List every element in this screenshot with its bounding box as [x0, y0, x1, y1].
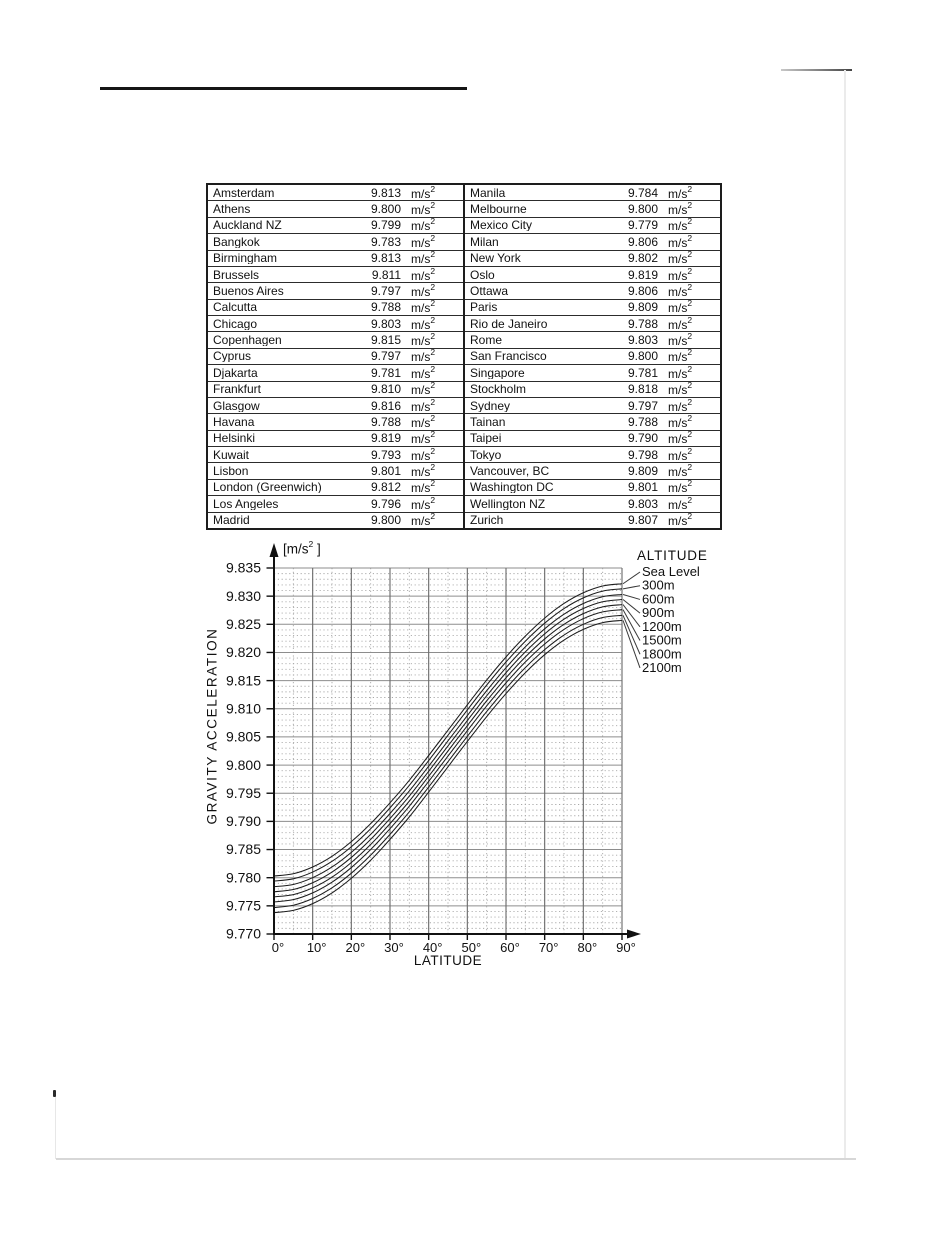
- gravity-value: 9.806: [627, 283, 658, 298]
- table-row: [208, 300, 463, 316]
- gravity-value: 9.819: [627, 267, 658, 282]
- table-row: [208, 496, 463, 512]
- city-name: London (Greenwich): [213, 481, 322, 494]
- table-row: [465, 480, 720, 496]
- gravity-value: 9.809: [627, 464, 658, 479]
- y-tick-label: 9.785: [225, 841, 261, 858]
- x-tick-label: 40°: [422, 940, 443, 955]
- city-name: Frankfurt: [213, 383, 262, 396]
- gravity-value: 9.781: [627, 365, 658, 380]
- gravity-value: 9.811: [371, 267, 401, 282]
- gravity-value: 9.783: [370, 234, 401, 249]
- unit-label: $m/s^2$: [668, 281, 693, 299]
- gravity-value: 9.793: [370, 447, 401, 462]
- y-tick-label: 9.810: [225, 700, 261, 717]
- legend-label: 1500m: [642, 632, 682, 648]
- legend-leader-line: [623, 586, 640, 589]
- unit-label: $m/s^2$: [668, 478, 693, 496]
- gravity-value: 9.796: [370, 496, 401, 511]
- city-name: Djakarta: [213, 366, 258, 379]
- table-row: [465, 447, 720, 463]
- gravity-value: 9.781: [370, 365, 401, 380]
- city-name: Ottawa: [470, 284, 509, 297]
- city-name: Lisbon: [213, 465, 249, 478]
- scan-speck: [53, 1090, 56, 1097]
- table-row: [465, 201, 720, 217]
- unit-label: $m/s^2$: [668, 494, 693, 512]
- scan-left-page-edge: [55, 1096, 56, 1159]
- table-right-column-group: [463, 185, 720, 528]
- table-row: [208, 234, 463, 250]
- unit-label: $m/s^2$: [668, 265, 693, 283]
- city-name: Glasgow: [213, 399, 260, 412]
- unit-label: $m/s^2$: [668, 200, 693, 218]
- table-row: [465, 267, 720, 283]
- table-row: [465, 185, 720, 201]
- unit-label: $m/s^2$: [668, 331, 693, 349]
- unit-label: $m/s^2$: [411, 412, 436, 430]
- unit-label: $m/s^2$: [668, 183, 693, 201]
- city-name: Brussels: [213, 268, 260, 281]
- table-row: [208, 218, 463, 234]
- gravity-value: 9.819: [370, 431, 401, 446]
- city-gravity-table: [206, 183, 722, 530]
- x-tick-label: 70°: [538, 940, 559, 955]
- unit-label: $m/s^2$: [411, 200, 436, 218]
- legend-leader-line: [623, 605, 640, 627]
- gravity-value: 9.779: [627, 218, 658, 233]
- table-row: [208, 463, 463, 479]
- y-tick-label: 9.770: [225, 925, 261, 942]
- unit-label: $m/s^2$: [668, 429, 693, 447]
- x-tick-label: 0°: [271, 940, 285, 955]
- gravity-value: 9.816: [370, 398, 401, 413]
- gravity-value: 9.790: [627, 431, 658, 446]
- x-tick-label: 60°: [500, 940, 520, 955]
- city-name: Mexico City: [470, 219, 533, 232]
- gravity-value: 9.802: [627, 251, 658, 266]
- unit-label: $m/s^2$: [411, 249, 436, 267]
- city-name: Cyprus: [213, 350, 252, 363]
- table-row: [208, 513, 463, 528]
- altitude-curve-600m: [274, 594, 622, 886]
- unit-label: $m/s^2$: [668, 363, 693, 381]
- unit-label: $m/s^2$: [668, 462, 693, 480]
- table-row: [208, 414, 463, 430]
- gravity-value: 9.806: [627, 234, 658, 249]
- gravity-value: 9.788: [370, 414, 401, 429]
- unit-label: $m/s^2$: [668, 232, 693, 250]
- x-tick-label: 20°: [345, 940, 366, 955]
- city-name: Oslo: [470, 268, 495, 281]
- unit-label: $m/s^2$: [411, 511, 436, 529]
- unit-label: $m/s^2$: [668, 396, 693, 414]
- gravity-value: 9.800: [370, 513, 401, 528]
- gravity-value: 9.813: [370, 251, 401, 266]
- table-row: [465, 218, 720, 234]
- gravity-value: 9.788: [627, 414, 658, 429]
- gravity-value: 9.797: [370, 349, 401, 364]
- city-name: Singapore: [470, 366, 525, 379]
- y-axis-unit-prefix: [m/s: [283, 541, 309, 557]
- city-name: Birmingham: [213, 252, 278, 265]
- table-row: [208, 365, 463, 381]
- unit-label: $m/s^2$: [668, 445, 693, 463]
- city-name: Havana: [213, 415, 255, 428]
- gravity-value: 9.812: [370, 480, 401, 495]
- gravity-value: 9.809: [627, 300, 658, 315]
- table-row: [465, 251, 720, 267]
- city-name: Tainan: [470, 415, 506, 428]
- gravity-value: 9.800: [627, 202, 658, 217]
- unit-label: $m/s^2$: [411, 462, 436, 480]
- legend-title: ALTITUDE: [637, 548, 708, 563]
- gravity-value: 9.801: [370, 464, 401, 479]
- gravity-value: 9.818: [627, 382, 658, 397]
- unit-label: $m/s^2$: [668, 347, 693, 365]
- unit-label: $m/s^2$: [668, 511, 693, 529]
- unit-label: $m/s^2$: [668, 249, 693, 267]
- y-tick-label: 9.800: [225, 756, 261, 773]
- y-tick-label: 9.775: [225, 897, 261, 914]
- city-name: San Francisco: [470, 350, 547, 363]
- gravity-value: 9.803: [627, 496, 658, 511]
- city-name: Wellington NZ: [470, 497, 546, 510]
- gravity-value: 9.788: [370, 300, 401, 315]
- x-tick-label: 10°: [306, 940, 327, 955]
- gravity-value: 9.784: [627, 185, 658, 200]
- table-row: [208, 349, 463, 365]
- city-name: Chicago: [213, 317, 258, 330]
- gravity-latitude-chart: [190, 538, 735, 988]
- y-tick-label: 9.830: [225, 587, 261, 604]
- unit-label: $m/s^2$: [668, 298, 693, 316]
- table-row: [465, 349, 720, 365]
- table-row: [465, 496, 720, 512]
- city-name: Amsterdam: [213, 186, 275, 199]
- legend-label: 1800m: [642, 646, 682, 662]
- table-row: [208, 201, 463, 217]
- legend-label: Sea Level: [642, 564, 700, 579]
- table-row: [465, 365, 720, 381]
- legend-leader-line: [623, 572, 640, 584]
- altitude-curve-1800m: [274, 615, 622, 907]
- x-tick-label: 90°: [616, 940, 636, 955]
- table-row: [465, 316, 720, 332]
- altitude-curve-1500m: [274, 610, 622, 902]
- gravity-value: 9.803: [370, 316, 401, 331]
- table-row: [208, 251, 463, 267]
- city-name: Washington DC: [470, 481, 554, 494]
- y-tick-label: 9.790: [225, 813, 261, 830]
- table-row: [208, 447, 463, 463]
- table-row: [465, 513, 720, 528]
- y-tick-label: 9.835: [225, 559, 261, 576]
- city-name: Sydney: [470, 399, 511, 412]
- y-tick-label: 9.815: [225, 672, 261, 689]
- unit-label: $m/s^2$: [668, 412, 693, 430]
- unit-label: $m/s^2$: [411, 396, 436, 414]
- x-tick-label: 30°: [384, 940, 404, 955]
- table-row: [465, 431, 720, 447]
- unit-label: $m/s^2$: [411, 216, 436, 234]
- y-axis-unit-label: [283, 540, 321, 557]
- city-name: Helsinki: [213, 432, 256, 445]
- city-name: Zurich: [470, 514, 504, 527]
- scan-top-right-edge-line: [781, 69, 852, 71]
- city-name: Taipei: [470, 432, 502, 445]
- unit-label: $m/s^2$: [411, 494, 436, 512]
- city-name: Vancouver, BC: [470, 465, 550, 478]
- x-tick-label: 80°: [577, 940, 598, 955]
- legend-label: 1200m: [642, 618, 682, 634]
- table-row: [465, 398, 720, 414]
- x-axis-title: LATITUDE: [413, 953, 483, 968]
- gravity-value: 9.803: [627, 333, 658, 348]
- gravity-value: 9.788: [627, 316, 658, 331]
- table-row: [465, 463, 720, 479]
- unit-label: $m/s^2$: [411, 363, 436, 381]
- unit-label: $m/s^2$: [411, 183, 436, 201]
- gravity-value: 9.798: [627, 447, 658, 462]
- table-row: [208, 431, 463, 447]
- legend-label: 300m: [642, 577, 675, 593]
- y-axis-arrowhead: [270, 543, 279, 557]
- legend-leader-line: [623, 620, 640, 668]
- gravity-value: 9.800: [627, 349, 658, 364]
- gravity-value: 9.807: [627, 513, 658, 528]
- city-name: Rome: [470, 334, 503, 347]
- table-row: [465, 300, 720, 316]
- unit-label: $m/s^2$: [411, 232, 436, 250]
- x-axis-arrowhead: [627, 930, 641, 939]
- gravity-value: 9.813: [370, 185, 401, 200]
- legend-leader-line: [623, 615, 640, 654]
- table-row: [465, 332, 720, 348]
- unit-label: $m/s^2$: [411, 380, 436, 398]
- table-row: [208, 185, 463, 201]
- city-name: Buenos Aires: [213, 284, 284, 297]
- table-row: [208, 283, 463, 299]
- unit-label: $m/s^2$: [411, 331, 436, 349]
- city-name: Milan: [470, 235, 499, 248]
- unit-label: $m/s^2$: [411, 314, 436, 332]
- city-name: Madrid: [213, 514, 250, 527]
- x-tick-label: 50°: [461, 940, 482, 955]
- scan-top-rule-line: [100, 87, 467, 90]
- gravity-value: 9.799: [370, 218, 401, 233]
- table-row: [465, 234, 720, 250]
- table-row: [208, 382, 463, 398]
- table-row: [208, 398, 463, 414]
- legend-label: 900m: [642, 605, 675, 621]
- table-row: [208, 480, 463, 496]
- city-name: Tokyo: [470, 448, 502, 461]
- y-tick-label: 9.805: [225, 728, 261, 745]
- gravity-value: 9.801: [627, 480, 658, 495]
- city-name: Stockholm: [470, 383, 527, 396]
- y-axis-title: GRAVITY ACCELERATION: [204, 627, 220, 825]
- gravity-value: 9.800: [370, 202, 401, 217]
- table-row: [208, 267, 463, 283]
- unit-label: $m/s^2$: [411, 265, 436, 283]
- table-row: [465, 382, 720, 398]
- scan-bottom-page-edge: [56, 1158, 856, 1160]
- gravity-value: 9.797: [627, 398, 658, 413]
- city-name: Paris: [470, 301, 498, 314]
- altitude-curve-sea-level: [274, 584, 622, 876]
- unit-label: $m/s^2$: [411, 281, 436, 299]
- city-name: Melbourne: [470, 203, 527, 216]
- city-name: Los Angeles: [213, 497, 279, 510]
- city-name: Athens: [213, 203, 251, 216]
- y-tick-label: 9.780: [225, 869, 261, 886]
- legend-leader-line: [623, 600, 640, 614]
- unit-label: $m/s^2$: [668, 380, 693, 398]
- city-name: New York: [470, 252, 521, 265]
- unit-label: $m/s^2$: [411, 429, 436, 447]
- legend-label: 600m: [642, 591, 675, 607]
- y-axis-unit-superscript: 2: [308, 539, 314, 549]
- legend-leader-line: [623, 594, 640, 599]
- city-name: Rio de Janeiro: [470, 317, 548, 330]
- unit-label: $m/s^2$: [411, 478, 436, 496]
- table-left-column-group: [208, 185, 463, 528]
- unit-label: $m/s^2$: [411, 347, 436, 365]
- legend-label: 2100m: [642, 659, 682, 675]
- city-name: Auckland NZ: [213, 219, 282, 232]
- city-name: Calcutta: [213, 301, 258, 314]
- table-row: [465, 283, 720, 299]
- unit-label: $m/s^2$: [668, 314, 693, 332]
- altitude-curve-900m: [274, 600, 622, 892]
- scan-right-page-edge: [844, 70, 846, 1160]
- city-name: Manila: [470, 186, 506, 199]
- y-tick-label: 9.825: [225, 616, 261, 633]
- gravity-value: 9.797: [370, 283, 401, 298]
- table-row: [208, 316, 463, 332]
- unit-label: $m/s^2$: [411, 445, 436, 463]
- y-axis-unit-suffix: ]: [313, 541, 321, 557]
- table-row: [465, 414, 720, 430]
- y-tick-label: 9.795: [225, 784, 261, 801]
- city-name: Copenhagen: [213, 334, 282, 347]
- table-row: [208, 332, 463, 348]
- city-name: Bangkok: [213, 235, 260, 248]
- gravity-value: 9.815: [370, 333, 401, 348]
- gravity-value: 9.810: [370, 382, 401, 397]
- city-name: Kuwait: [213, 448, 250, 461]
- y-tick-label: 9.820: [225, 644, 261, 661]
- unit-label: $m/s^2$: [668, 216, 693, 234]
- unit-label: $m/s^2$: [411, 298, 436, 316]
